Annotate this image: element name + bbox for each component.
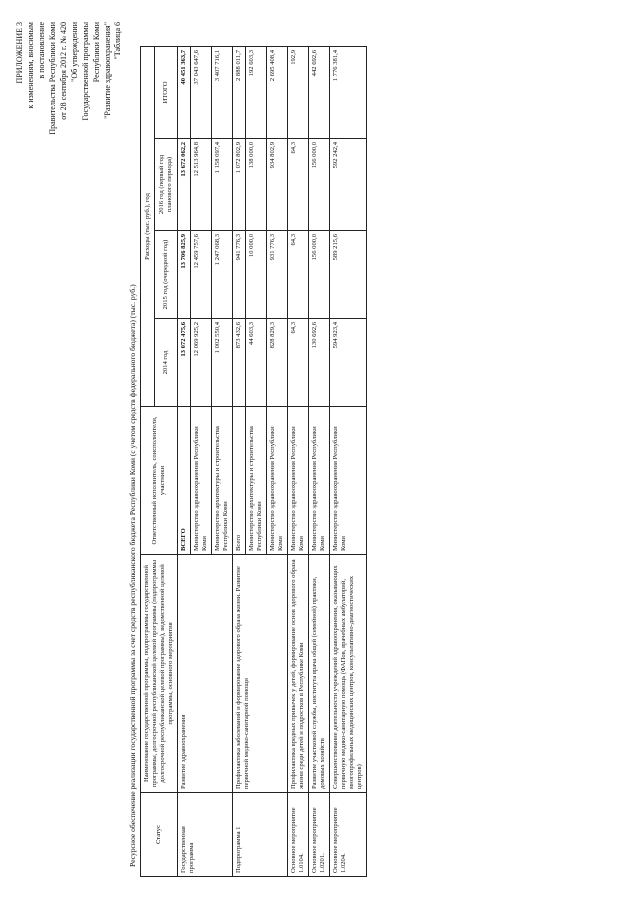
- value-total: 1 776 381,4: [330, 46, 367, 138]
- value-2014: 44 603,3: [246, 319, 267, 407]
- value-2016: 592 242,4: [330, 139, 367, 231]
- executor-cell: Министерство здравоохранения Республики Коми: [330, 407, 367, 555]
- name-cell: Развитие здравоохранения: [178, 555, 233, 793]
- value-total: 40 451 363,7: [178, 46, 191, 138]
- col-status-header: Статус: [141, 793, 178, 877]
- value-2014: 873 432,6: [233, 319, 246, 407]
- value-2016: 934 802,9: [267, 139, 288, 231]
- status-cell: Государственная программа: [178, 793, 233, 877]
- value-2016: 138 000,0: [246, 139, 267, 231]
- name-cell: Профилактика вредных привычек у детей, формирование основ здорового образа жизни среди детей и подростков в Республике Коми: [288, 555, 309, 793]
- status-cell: Подпрограмма 1: [233, 793, 288, 877]
- value-2015: 589 215,6: [330, 231, 367, 319]
- table-row: [330, 46, 367, 876]
- value-2015: 10 000,0: [246, 231, 267, 319]
- value-total: 192,9: [288, 46, 309, 138]
- header-line: к изменениям, вносимым: [26, 22, 35, 109]
- table-row: [178, 46, 191, 876]
- executor-cell: ВСЕГО: [178, 407, 191, 555]
- status-cell: Основное мероприятие 1.0201.: [309, 793, 330, 877]
- value-2014: 828 829,3: [267, 319, 288, 407]
- name-cell: Профилактика заболеваний и формирование здорового образа жизни. Развитие первичной медико-санитарной помощи: [233, 555, 288, 793]
- value-total: 2 888 011,7: [233, 46, 246, 138]
- value-2014: 12 069 925,2: [191, 319, 212, 407]
- value-2015: 1 247 068,3: [212, 231, 233, 319]
- value-2016: 1 158 097,4: [212, 139, 233, 231]
- col-executor-header: Ответственный исполнитель, соисполнители, участники: [141, 407, 178, 555]
- value-2016: 64,3: [288, 139, 309, 231]
- executor-cell: Министерство архитектуры и строительства Республики Коми: [212, 407, 233, 555]
- value-total: 3 407 716,1: [212, 46, 233, 138]
- table-row: [233, 46, 246, 876]
- value-2015: 941 776,3: [233, 231, 246, 319]
- header-line: Государственной программы: [81, 22, 90, 121]
- value-2014: 13 072 475,6: [178, 319, 191, 407]
- value-2015: 64,3: [288, 231, 309, 319]
- col-name-header: Наименование государственной программы, подпрограммы государственной программы, долгосрочной республиканской целевой программы (подпрограммы долгосрочной республиканской целевой программы), ведомственной целевой программы, основного мероприятия: [141, 555, 178, 793]
- appendix-header: [14, 22, 113, 135]
- executor-cell: Министерство здравоохранения Республики Коми: [191, 407, 212, 555]
- table-row: [309, 46, 330, 876]
- header-line: Правительства Республики Коми: [48, 22, 57, 135]
- value-2014: 1 002 550,4: [212, 319, 233, 407]
- value-2016: 1 072 802,9: [233, 139, 246, 231]
- header-row: [141, 46, 155, 876]
- value-total: 442 692,6: [309, 46, 330, 138]
- executor-cell: Министерство здравоохранения Республики Коми: [267, 407, 288, 555]
- executor-cell: Всего: [233, 407, 246, 555]
- name-cell: Совершенствование деятельности учреждений здравоохранения, оказывающих первичную медико-санитарную помощь (ФАПов, врачебных амбулаторий, многопрофильных медицинских центров, консультативно-диагностических центров): [330, 555, 367, 793]
- col-expenses-header: Расходы (тыс. руб.), год: [141, 46, 155, 406]
- value-2015: 13 706 825,9: [178, 231, 191, 319]
- table-row: [288, 46, 309, 876]
- resource-table: [140, 46, 367, 877]
- header-line: от 28 сентября 2012 г. № 420: [59, 22, 68, 120]
- executor-cell: Министерство архитектуры и строительства Республики Коми: [246, 407, 267, 555]
- col-total-header: ИТОГО: [155, 46, 178, 138]
- col-2016-header: 2016 год (первый год планового периода): [155, 139, 178, 231]
- value-total: 2 695 408,4: [267, 46, 288, 138]
- col-2015-header: 2015 год (очередной год): [155, 231, 178, 319]
- header-line: "Об утверждении: [70, 22, 79, 82]
- value-2014: 64,3: [288, 319, 309, 407]
- header-line: в постановление: [37, 22, 46, 79]
- value-2014: 594 923,4: [330, 319, 367, 407]
- table-number: "Таблица 6: [113, 22, 122, 60]
- value-2015: 12 459 757,6: [191, 231, 212, 319]
- value-total: 192 603,3: [246, 46, 267, 138]
- name-cell: Развитие участковой службы, института врача общей (семейной) практики, домовых хозяйств: [309, 555, 330, 793]
- value-2016: 13 672 062,2: [178, 139, 191, 231]
- value-2014: 130 692,6: [309, 319, 330, 407]
- col-2014-header: 2014 год: [155, 319, 178, 407]
- appendix-title: ПРИЛОЖЕНИЕ 3: [15, 22, 24, 84]
- executor-cell: Министерство здравоохранения Республики Коми: [309, 407, 330, 555]
- header-line: Республики Коми: [92, 22, 101, 83]
- status-cell: Основное мероприятие 1.0104.: [288, 793, 309, 877]
- value-total: 37 043 647,6: [191, 46, 212, 138]
- value-2015: 156 000,0: [309, 231, 330, 319]
- value-2015: 931 776,3: [267, 231, 288, 319]
- value-2016: 156 000,0: [309, 139, 330, 231]
- header-line: "Развитие здравоохранения": [103, 22, 112, 119]
- table-caption: Ресурсное обеспечение реализации государственной программы за счет средств республиканского бюджета Республики Коми (с учетом средств федерального бюджета) (тыс. руб.): [128, 284, 137, 867]
- executor-cell: Министерство здравоохранения Республики Коми: [288, 407, 309, 555]
- status-cell: Основное мероприятие 1.0204.: [330, 793, 367, 877]
- value-2016: 12 513 964,8: [191, 139, 212, 231]
